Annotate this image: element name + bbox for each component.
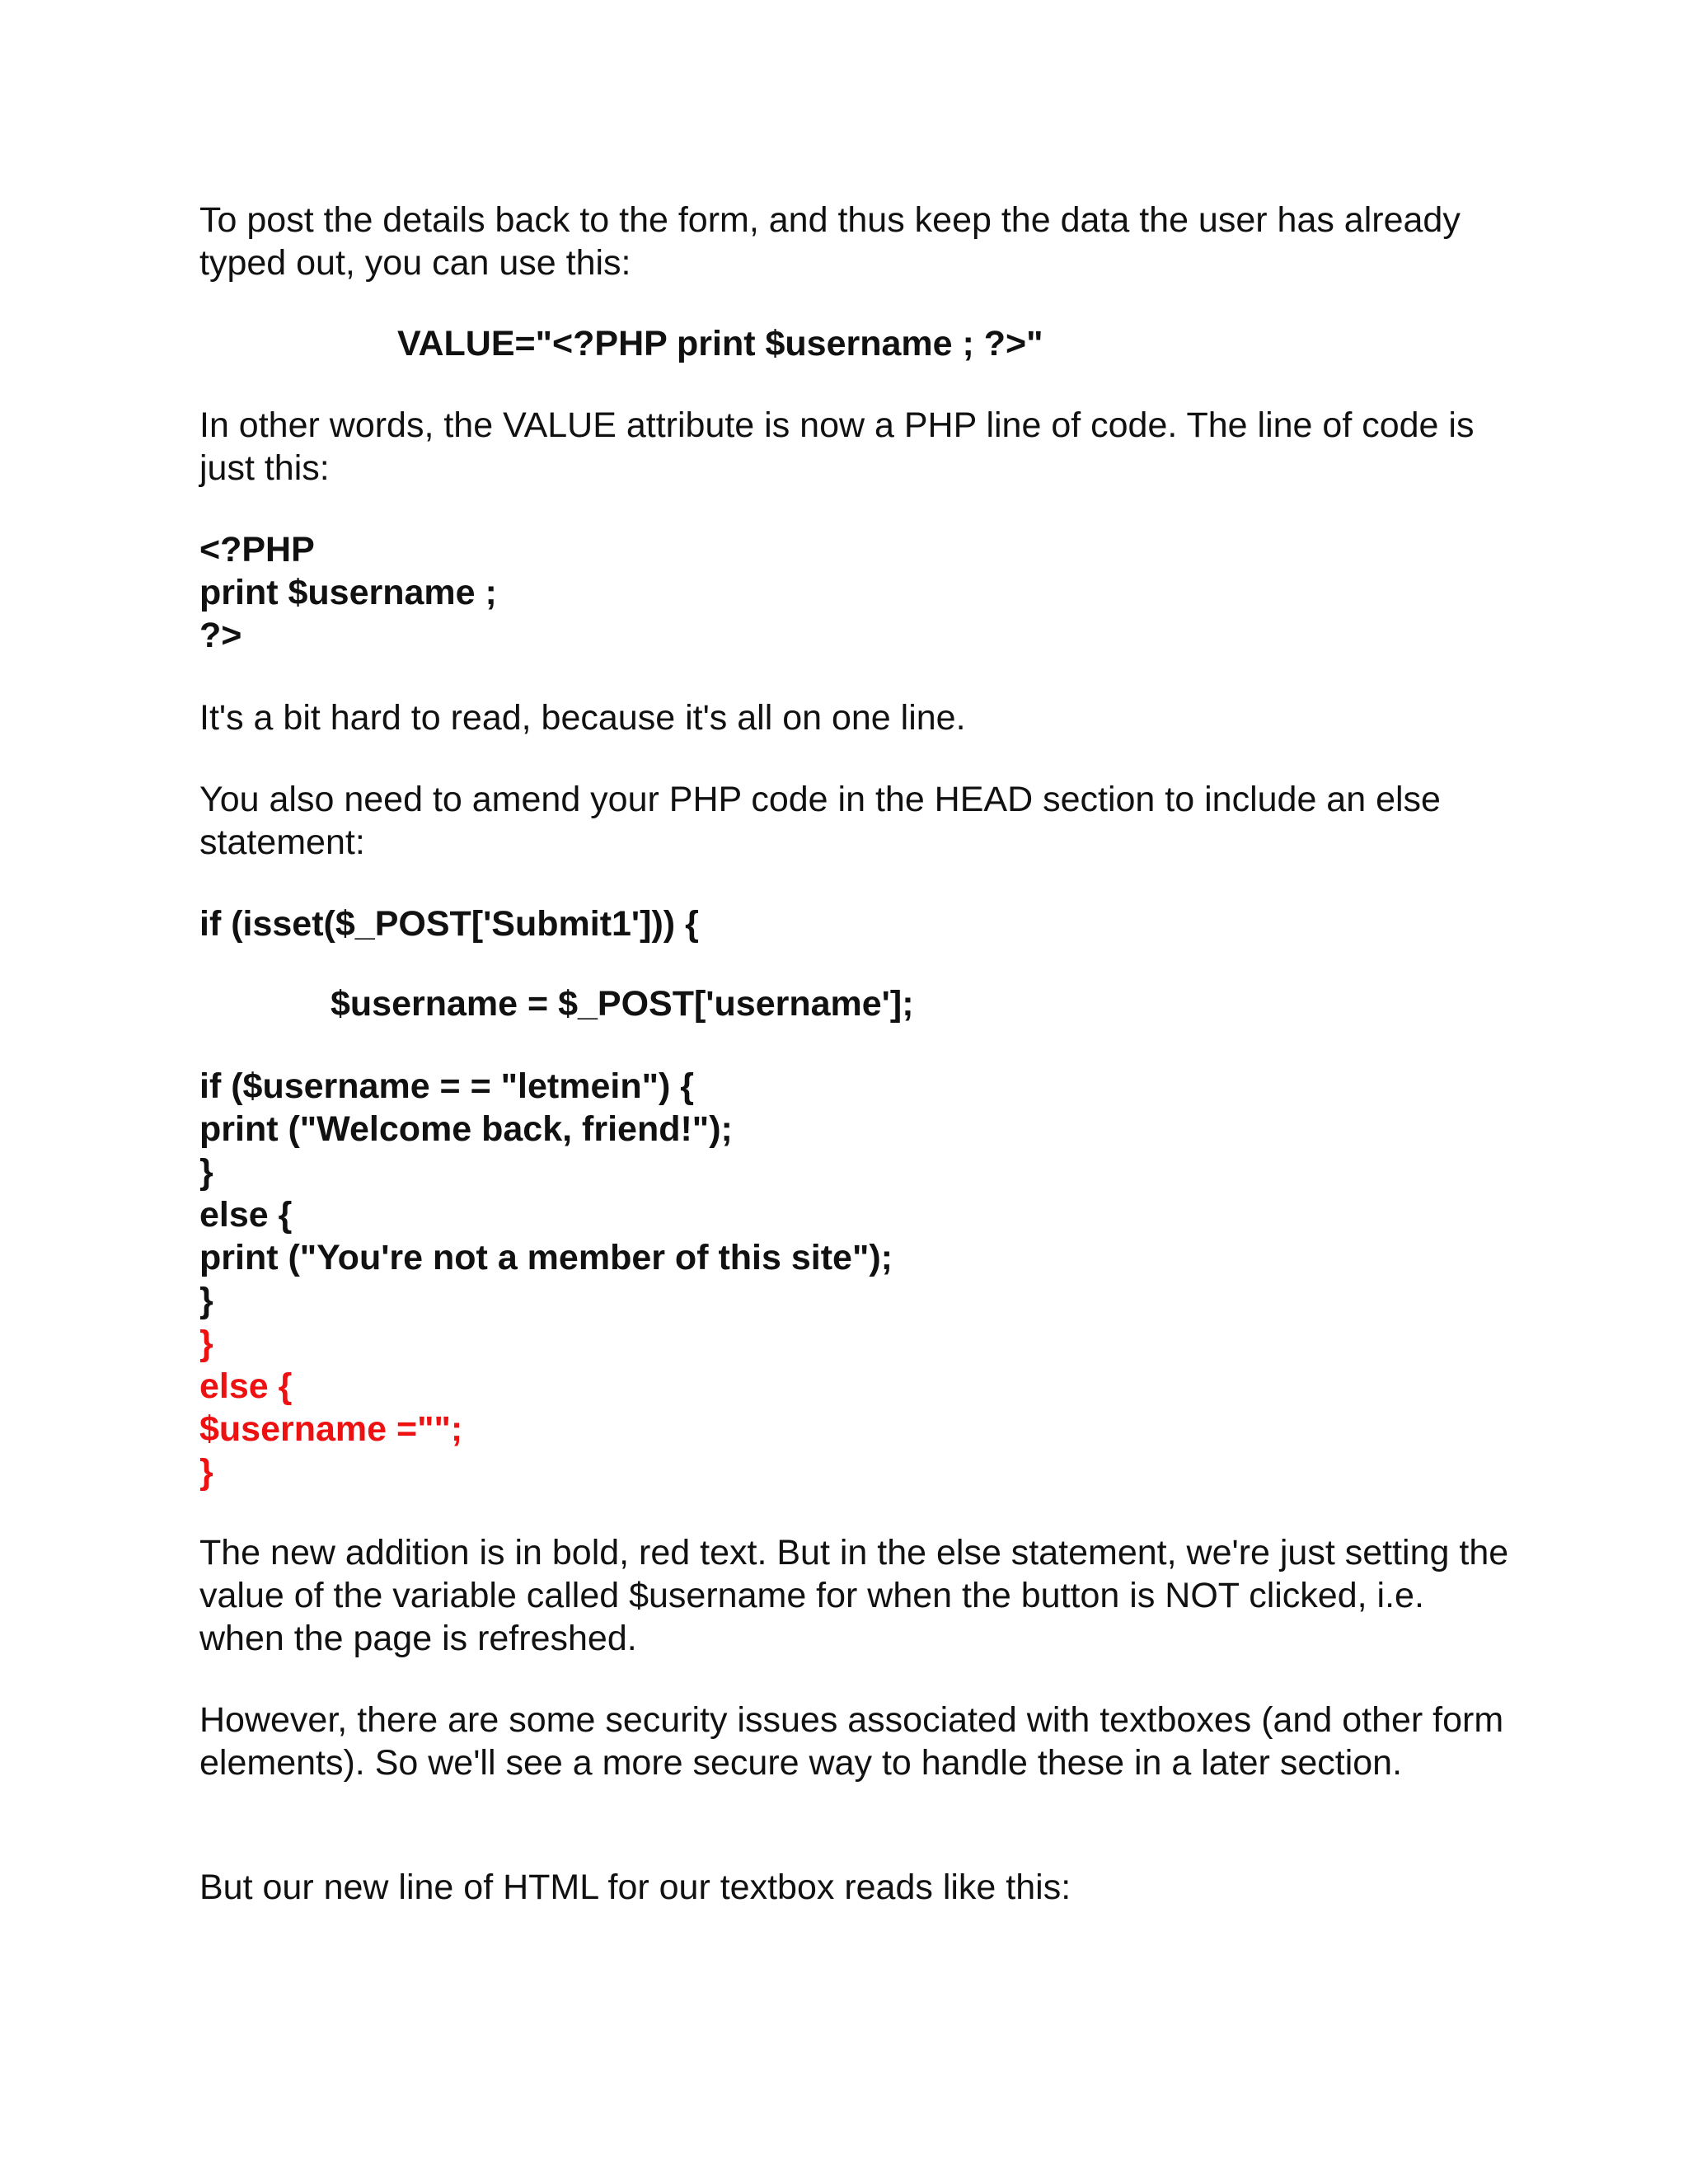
code-line-highlighted: } — [199, 1324, 213, 1363]
code-line: VALUE="<?PHP print $username ; ?>" — [397, 324, 1043, 363]
code-if-isset — [199, 902, 1518, 945]
paragraph-security-issues: However, there are some security issues associated with textboxes (and other form elements). So we'll see a more secure way to handle these in a later section. — [199, 1700, 1504, 1783]
code-line: } — [199, 1152, 213, 1192]
code-line: print ("Welcome back, friend!"); — [199, 1109, 733, 1149]
code-line-highlighted: else { — [199, 1366, 293, 1406]
paragraph-new-html-line: But our new line of HTML for our textbox reads like this: — [199, 1868, 1071, 1907]
code-line: print ("You're not a member of this site"); — [199, 1238, 893, 1277]
code-php-block — [199, 528, 1518, 657]
code-username-assign — [331, 982, 1649, 1025]
paragraph-new-addition: The new addition is in bold, red text. But in the else statement, we're just setting the value of the variable called $username for when the button is NOT clicked, i.e. when the page is refreshed. — [199, 1533, 1509, 1658]
paragraph-hard-to-read: It's a bit hard to read, because it's all on one line. — [199, 698, 966, 738]
code-line: if (isset($_POST['Submit1'])) { — [199, 904, 699, 944]
code-if-else-block — [199, 1065, 1518, 1493]
code-value-attribute — [397, 322, 1688, 365]
code-line: else { — [199, 1195, 293, 1235]
code-line: $username = $_POST['username']; — [331, 984, 914, 1024]
code-line: print $username ; — [199, 573, 497, 612]
paragraph-post-details: To post the details back to the form, and thus keep the data the user has already typed out, you can use this: — [199, 200, 1461, 283]
code-line: ?> — [199, 616, 242, 655]
code-line: } — [199, 1281, 213, 1320]
paragraph-value-attribute-explanation: In other words, the VALUE attribute is now a PHP line of code. The line of code is just this: — [199, 405, 1475, 488]
code-line: if ($username = = "letmein") { — [199, 1066, 694, 1106]
code-line-highlighted: $username =""; — [199, 1409, 463, 1449]
paragraph-amend-head: You also need to amend your PHP code in the HEAD section to include an else statement: — [199, 780, 1441, 862]
code-line: <?PHP — [199, 530, 315, 569]
code-line-highlighted: } — [199, 1452, 213, 1492]
